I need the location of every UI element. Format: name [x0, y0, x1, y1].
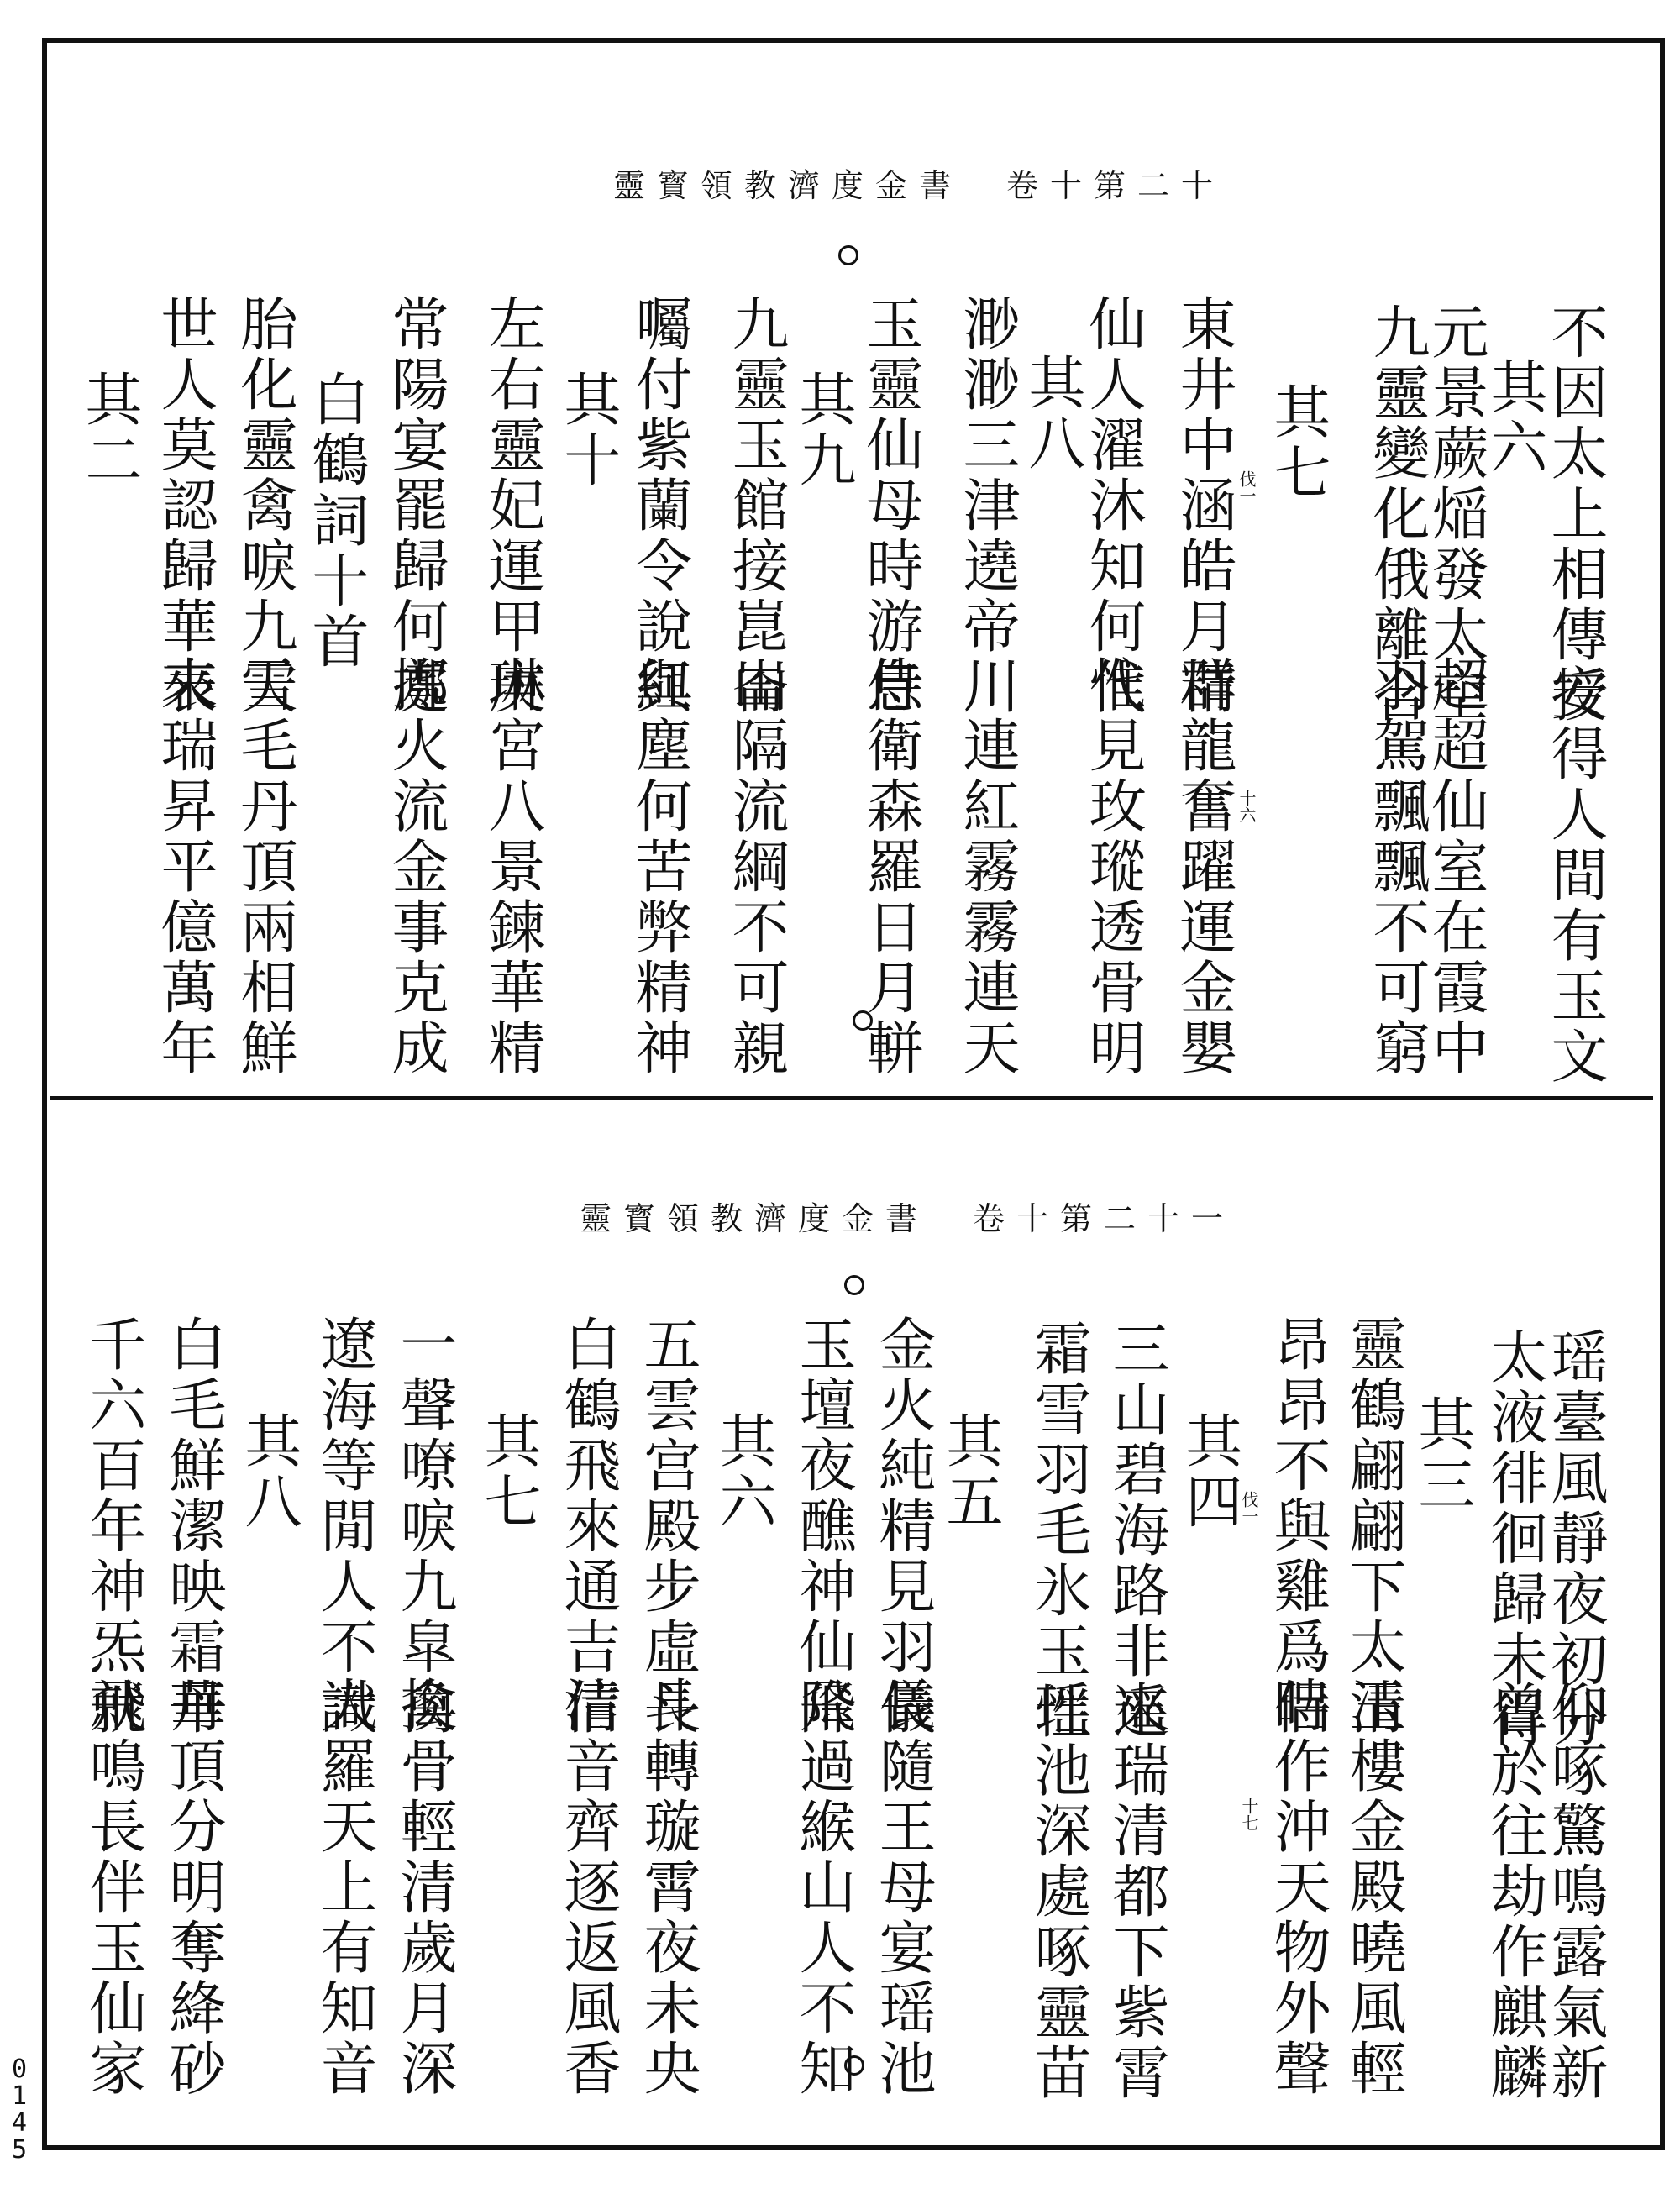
top-col-17a: 白鶴詞十首 — [302, 370, 369, 672]
top-col-18a: 胎化靈禽唳九天 — [231, 294, 297, 717]
top-col-13b: 紅塵何苦弊精神 — [626, 655, 692, 1079]
bottom-col-1b: 仰啄驚鳴露氣新 — [1541, 1680, 1608, 2103]
bottom-col-16a: 一聲嘹唳九皐禽 — [391, 1315, 457, 1738]
page-number: 0145 — [12, 2055, 28, 2165]
bottom-side-mark-1: 伐一 — [1239, 1491, 1259, 1525]
top-col-7b: 惟見玫瑽透骨明 — [1079, 655, 1146, 1079]
top-col-5a: 其七 — [1264, 382, 1331, 503]
bottom-col-1a: 瑶臺風靜夜初分 — [1541, 1327, 1608, 1750]
top-col-4a: 九靈變化俄離合 — [1363, 302, 1430, 726]
top-col-12a: 九靈玉館接崑崙 — [722, 294, 789, 717]
top-col-1a: 不因太上相傳授 — [1541, 302, 1608, 726]
bottom-col-18a: 其八 — [235, 1411, 302, 1532]
bottom-col-11a: 玉壇夜醮神仙降 — [790, 1315, 856, 1738]
bottom-running-header: 靈寳領教濟度金書 卷十第二十一 — [580, 1200, 1236, 1237]
bottom-col-2b: 曾於往劫作麒麟 — [1481, 1680, 1547, 2103]
top-side-mark-1: 伐一 — [1236, 470, 1257, 504]
bottom-col-13a: 五雲宫殿步虛長 — [634, 1315, 701, 1738]
top-col-9b: 川連紅霧霧連天 — [953, 655, 1020, 1079]
top-col-7a: 仙人濯沐知何代 — [1079, 294, 1146, 717]
bottom-col-7a: 三山碧海路非遥 — [1103, 1319, 1169, 1742]
top-col-12b: 山隔流綱不可親 — [722, 655, 789, 1079]
bottom-col-5b: 時作沖天物外聲 — [1264, 1676, 1331, 2099]
top-col-16a: 常陽宴罷歸何處 — [382, 294, 449, 717]
top-col-4b: 羽駕飄飄不可窮 — [1363, 655, 1430, 1079]
bottom-col-16b: 換骨輕清歲月深 — [391, 1676, 457, 2099]
bottom-col-20a: 千六百年神炁就 — [80, 1315, 146, 1738]
bottom-col-2a: 太液徘徊歸未得 — [1481, 1327, 1547, 1750]
bottom-col-14b: 清音齊逐返風香 — [554, 1676, 621, 2099]
top-col-19b: 來瑞昇平億萬年 — [151, 655, 218, 1079]
top-col-3a: 元景蕨㷔發太空 — [1422, 302, 1488, 726]
bottom-circle-marker-1 — [844, 1275, 864, 1295]
top-col-15a: 左右靈妃運甲庚 — [479, 294, 545, 717]
bottom-col-20b: 飛鳴長伴玉仙家 — [80, 1676, 146, 2099]
top-col-6b: 群龍奮躍運金嬰 — [1170, 655, 1236, 1079]
bottom-col-15a: 其七 — [475, 1411, 541, 1532]
bottom-col-8b: 瑶池深處啄靈苗 — [1025, 1680, 1091, 2103]
top-col-9a: 渺渺三津遶帝川 — [953, 294, 1020, 717]
bottom-col-4a: 靈鶴翩翩下太清 — [1340, 1315, 1406, 1738]
top-col-15b: 琳宮八景鍊華精 — [479, 655, 545, 1079]
top-col-14a: 其十 — [554, 370, 621, 491]
bottom-col-17a: 遼海等閒人不識 — [311, 1315, 377, 1738]
bottom-side-mark-2: 十七 — [1239, 1798, 1259, 1831]
bottom-col-10b: 長隨王母宴瑶池 — [869, 1676, 936, 2099]
bottom-col-11b: 飛過緱山人不知 — [790, 1676, 856, 2099]
bottom-col-6a: 其四 — [1176, 1411, 1242, 1532]
top-col-20a: 其二 — [76, 370, 142, 491]
top-col-3b: 超超仙室在霞中 — [1422, 655, 1488, 1079]
bottom-col-5a: 昂昂不與雞爲侶 — [1264, 1315, 1331, 1738]
top-col-1b: 安得人間有玉文 — [1541, 664, 1608, 1087]
bottom-col-10a: 金火純精見羽儀 — [869, 1315, 936, 1738]
top-col-8a: 其八 — [1019, 353, 1085, 474]
top-circle-marker-1 — [838, 245, 858, 265]
bottom-col-4b: 玉樓金殿曉風輕 — [1340, 1676, 1406, 2099]
bottom-col-17b: 大羅天上有知音 — [311, 1676, 377, 2099]
bottom-col-14a: 白鶴飛來通吉信 — [554, 1315, 621, 1738]
bottom-col-3a: 其三 — [1409, 1394, 1475, 1515]
page-divider — [50, 1096, 1653, 1100]
top-col-11a: 其九 — [790, 370, 856, 491]
top-col-10a: 玉靈仙母時游息 — [857, 294, 923, 717]
top-col-13a: 囑付紫蘭令說與 — [626, 294, 692, 717]
top-col-18b: 雪毛丹頂兩相鮮 — [231, 655, 297, 1079]
top-col-2a: 其六 — [1481, 357, 1547, 478]
bottom-col-8a: 霜雪羽毛氷玉性 — [1025, 1319, 1091, 1742]
top-col-6a: 東井中涵皓月精 — [1170, 294, 1236, 717]
bottom-col-12a: 其六 — [710, 1411, 776, 1532]
bottom-col-13b: 斗轉璇霄夜未央 — [634, 1676, 701, 2099]
top-side-mark-2: 十六 — [1236, 790, 1257, 823]
bottom-col-7b: 來瑞清都下紫霄 — [1103, 1680, 1169, 2103]
top-running-header: 靈寳領教濟度金書 卷十第二十 — [613, 167, 1226, 204]
bottom-col-19a: 白毛鮮潔映霜華 — [160, 1315, 226, 1738]
bottom-col-19b: 丹頂分明奪絳砂 — [160, 1676, 226, 2099]
bottom-col-9a: 其五 — [937, 1411, 1003, 1532]
top-col-19a: 世人莫認歸華表 — [151, 294, 218, 717]
top-col-10b: 侍衛森羅日月軿 — [857, 655, 923, 1079]
top-col-16b: 擲火流金事克成 — [382, 655, 449, 1079]
